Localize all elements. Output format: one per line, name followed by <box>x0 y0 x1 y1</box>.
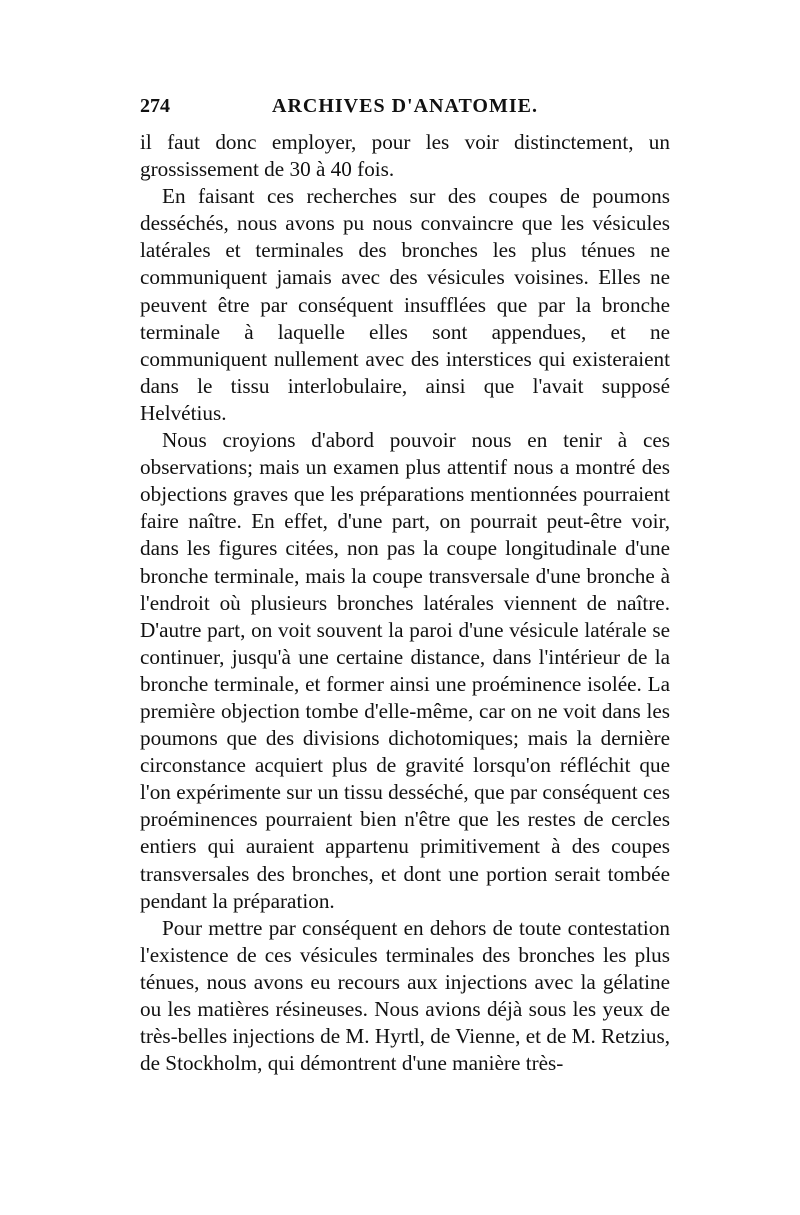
paragraph-2: En faisant ces recherches sur des coupes de poumons desséchés, nous avons pu nous convaincre que les vésicules latérales et terminales des bronches les plus ténues ne communiquent jamais avec des vésicules voisines. Elles ne peuvent être par conséquent insufflées que par la bronche terminale à laquelle elles sont appendues, et ne communiquent nullement avec des interstices qui existeraient dans le tissu interlobulaire, ainsi que l'avait supposé Helvétius. <box>140 184 670 425</box>
body-text <box>140 129 670 1077</box>
paragraph-3: Nous croyions d'abord pouvoir nous en tenir à ces observations; mais un examen plus attentif nous a montré des objections graves que les préparations mentionnées pourraient faire naître. En effet, d'une part, on pourrait peut-être voir, dans les figures citées, non pas la coupe longitudinale d'une bronche terminale, mais la coupe transversale d'une bronche à l'endroit où plusieurs bronches latérales viennent de naître. D'autre part, on voit souvent la paroi d'une vésicule latérale se continuer, jusqu'à une certaine distance, dans l'intérieur de la bronche terminale, et former ainsi une proéminence isolée. La première objection tombe d'elle-même, car on ne voit dans les poumons que des divisions dichotomiques; mais la dernière circonstance acquiert plus de gravité lorsqu'on réfléchit que l'on expérimente sur un tissu desséché, que par conséquent ces proéminences pourraient bien n'être que les restes de cercles entiers qui auraient appartenu primitivement à des coupes transversales des bronches, et dont une portion serait tombée pendant la préparation. <box>140 428 670 913</box>
page-number: 274 <box>140 95 170 117</box>
running-header <box>140 95 670 129</box>
running-title: ARCHIVES D'ANATOMIE. <box>272 95 538 117</box>
page <box>140 95 670 1077</box>
paragraph-4: Pour mettre par conséquent en dehors de toute contestation l'existence de ces vésicules terminales des bronches les plus ténues, nous avons eu recours aux injections avec la gélatine ou les matières résineuses. Nous avions déjà sous les yeux de très-belles injections de M. Hyrtl, de Vienne, et de M. Retzius, de Stockholm, qui démontrent d'une manière très- <box>140 915 670 1076</box>
paragraph-1: il faut donc employer, pour les voir distinctement, un grossissement de 30 à 40 fois. <box>140 130 670 182</box>
